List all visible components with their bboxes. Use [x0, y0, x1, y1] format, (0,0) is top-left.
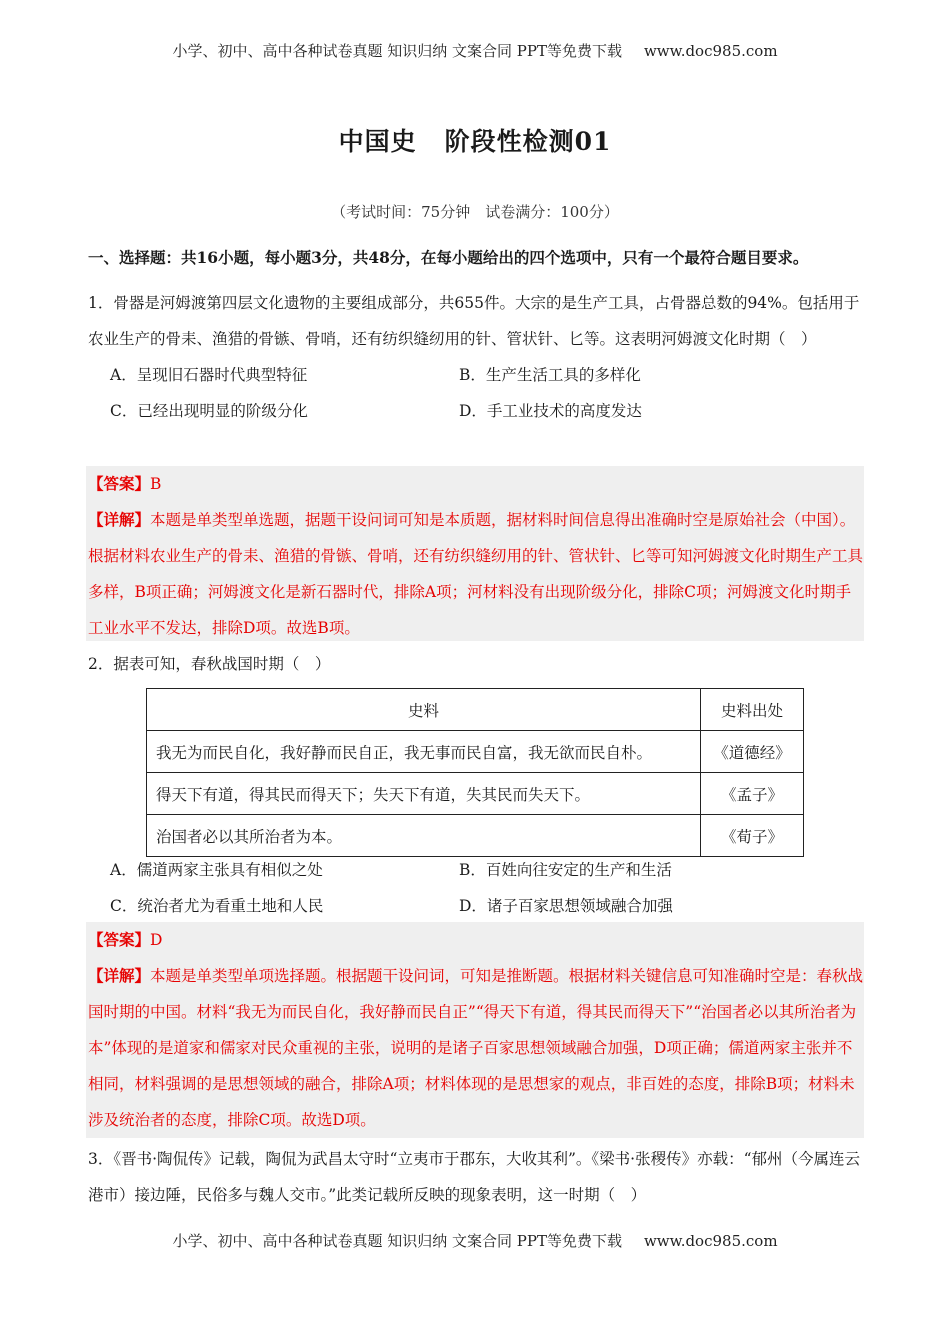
- q2-answer: [86, 922, 864, 958]
- q1-detail: [86, 502, 864, 646]
- q1-detail-text: 本题是单类型单选题，据题干设问词可知是本质题，据材料时间信息得出准确时空是原始社会（中国）。根据材料农业生产的骨耒、渔猎的骨镞、骨哨，还有纺织缝纫用的针、管状针、匕等可知河姆渡文化时期生产工具多样，B项正确；河姆渡文化是新石器时代，排除A项；河材料没有出现阶级分化，排除C项；河姆渡文化时期手工业水平不发达，排除D项。故选B项。: [88, 511, 864, 637]
- exam-info: （考试时间：75分钟 试卷满分：100分）: [331, 203, 619, 221]
- q1-option-d[interactable]: D．手工业技术的高度发达: [459, 402, 642, 420]
- table-row: [147, 773, 804, 815]
- question-1-options: [88, 357, 864, 429]
- table-cell-source: 得天下有道，得其民而得天下；失天下有道，失其民而失天下。: [147, 773, 701, 815]
- q1-detail-tag: 【详解】: [88, 510, 151, 529]
- table-cell-source: 治国者必以其所治者为本。: [147, 815, 701, 857]
- q1-option-c[interactable]: C．已经出现明显的阶级分化: [110, 402, 308, 420]
- footer-url[interactable]: www.doc985.com: [643, 1232, 778, 1250]
- question-3-stem: 3．《晋书·陶侃传》记载，陶侃为武昌太守时“立夷市于郡东，大收其利”。《梁书·张稷传》亦载：“郁州（今属连云港市）接边陲，民俗多与魏人交市。”此类记载所反映的现象表明，这一时期（ ）: [88, 1150, 860, 1204]
- table-header-source: 史料: [147, 689, 701, 731]
- question-2-options: [88, 852, 864, 924]
- question-1: [88, 285, 864, 429]
- title-part2: 阶段性检测01: [444, 127, 612, 156]
- q1-answer-tag: 【答案】: [88, 474, 151, 493]
- question-2-answer-block: [86, 922, 864, 1138]
- header-text: 小学、初中、高中各种试卷真题 知识归纳 文案合同 PPT等免费下载: [172, 42, 622, 60]
- footer-text: 小学、初中、高中各种试卷真题 知识归纳 文案合同 PPT等免费下载: [172, 1232, 622, 1250]
- page-header: [0, 40, 950, 61]
- header-url[interactable]: www.doc985.com: [643, 42, 778, 60]
- table-row: [147, 815, 804, 857]
- page-title: [0, 122, 950, 158]
- table-cell-source: 我无为而民自化，我好静而民自正，我无事而民自富，我无欲而民自朴。: [147, 731, 701, 773]
- section-heading: 一、选择题：共16小题，每小题3分，共48分，在每小题给出的四个选项中，只有一个最符合题目要求。: [88, 248, 809, 267]
- question-1-stem: 1．骨器是河姆渡第四层文化遗物的主要组成部分，共655件。大宗的是生产工具，占骨器总数的94%。包括用于农业生产的骨耒、渔猎的骨镞、骨哨，还有纺织缝纫用的针、管状针、匕等。这表明河姆渡文化时期（ ）: [88, 294, 860, 348]
- table-header-origin: 史料出处: [701, 689, 804, 731]
- table-cell-origin: 《荀子》: [701, 815, 804, 857]
- q1-answer: [86, 466, 864, 502]
- title-part1: 中国史: [338, 127, 417, 156]
- question-3: [88, 1141, 864, 1213]
- q2-answer-tag: 【答案】: [88, 930, 151, 949]
- q1-option-a[interactable]: A．呈现旧石器时代典型特征: [110, 366, 308, 384]
- question-1-answer-block: [86, 466, 864, 641]
- q2-option-b[interactable]: B．百姓向往安定的生产和生活: [459, 861, 672, 879]
- q1-option-b[interactable]: B．生产生活工具的多样化: [459, 366, 641, 384]
- page-footer: [0, 1230, 950, 1251]
- q2-answer-value: D: [150, 931, 163, 949]
- q2-option-d[interactable]: D．诸子百家思想领域融合加强: [459, 897, 673, 915]
- q2-option-c[interactable]: C．统治者尤为看重土地和人民: [110, 897, 324, 915]
- table-header-row: [147, 689, 804, 731]
- q2-detail-text: 本题是单类型单项选择题。根据题干设问词，可知是推断题。根据材料关键信息可知准确时空是：春秋战国时期的中国。材料“我无为而民自化，我好静而民自正”“得天下有道，得其民而得天下”“治国者必以其所治者为本”体现的是道家和儒家对民众重视的主张，说明的是诸子百家思想领域融合加强，D项正确；儒道两家主张并不相同，材料强调的是思想领域的融合，排除A项；材料体现的是思想家的观点，非百姓的态度，排除B项；材料未涉及统治者的态度，排除C项。故选D项。: [88, 967, 864, 1129]
- q2-detail: [86, 958, 864, 1138]
- q1-answer-value: B: [150, 475, 162, 493]
- table-cell-origin: 《道德经》: [701, 731, 804, 773]
- source-table: [146, 688, 804, 857]
- q2-detail-tag: 【详解】: [88, 966, 151, 985]
- q2-option-a[interactable]: A．儒道两家主张具有相似之处: [110, 861, 323, 879]
- question-2-stem: 2．据表可知，春秋战国时期（ ）: [88, 655, 331, 673]
- table-row: [147, 731, 804, 773]
- question-2: [88, 646, 864, 682]
- table-cell-origin: 《孟子》: [701, 773, 804, 815]
